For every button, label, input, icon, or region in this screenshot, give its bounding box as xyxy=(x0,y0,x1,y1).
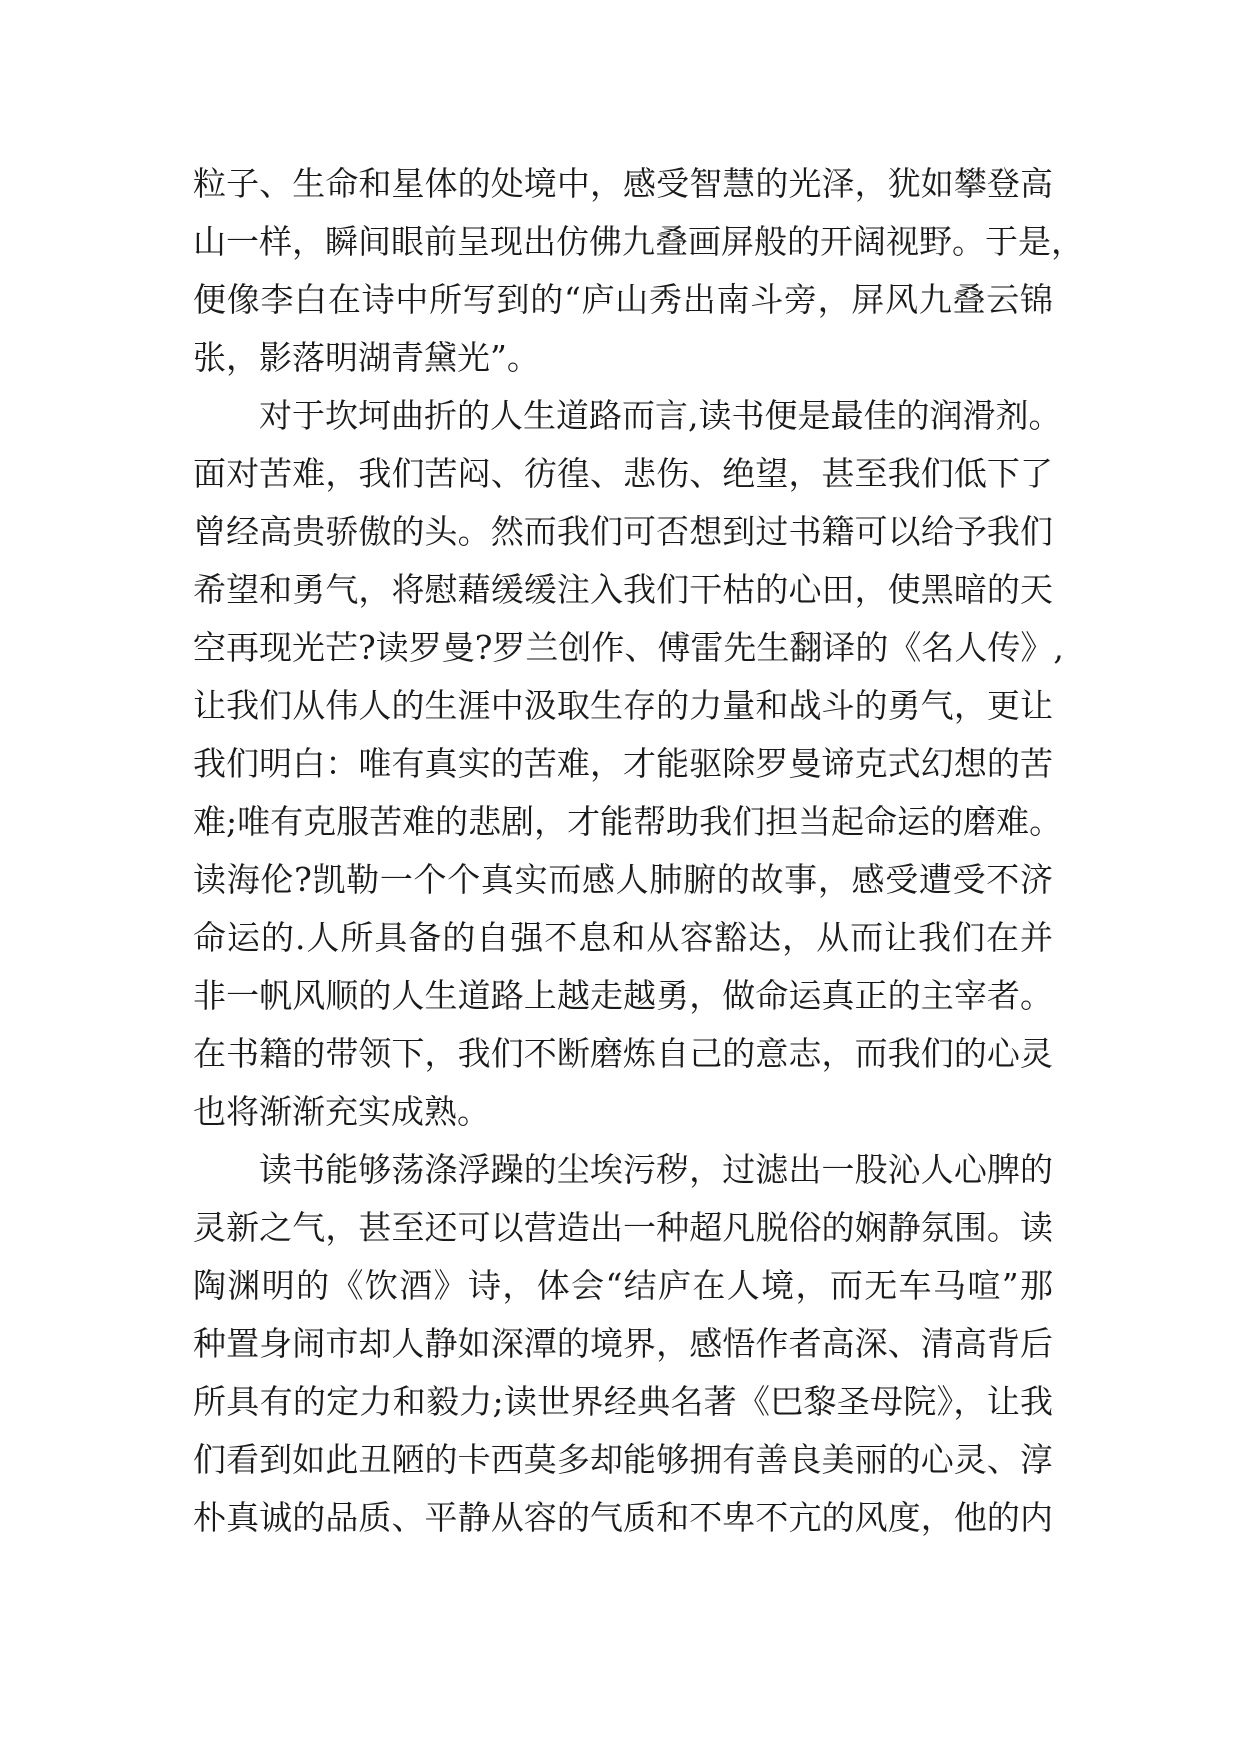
text-line: 曾经高贵骄傲的头。然而我们可否想到过书籍可以给予我们 xyxy=(193,512,1053,551)
paragraph-1 xyxy=(193,155,1084,387)
text-line: 便像李白在诗中所写到的“庐山秀出南斗旁，屏风九叠云锦 xyxy=(193,280,1053,319)
text-line: 陶渊明的《饮酒》诗，体会“结庐在人境，而无车马喧”那 xyxy=(193,1266,1053,1305)
paragraph-3 xyxy=(193,1141,1053,1547)
text-line: 我们明白：唯有真实的苦难，才能驱除罗曼谛克式幻想的苦 xyxy=(193,744,1053,783)
text-line: 粒子、生命和星体的处境中，感受智慧的光泽，犹如攀登高 xyxy=(193,164,1053,203)
text-line: 朴真诚的品质、平静从容的气质和不卑不亢的风度，他的内 xyxy=(193,1498,1053,1537)
text-line: 让我们从伟人的生涯中汲取生存的力量和战斗的勇气，更让 xyxy=(193,686,1053,725)
text-line: 对于坎坷曲折的人生道路而言,读书便是最佳的润滑剂。 xyxy=(259,396,1062,435)
text-line: 非一帆风顺的人生道路上越走越勇，做命运真正的主宰者。 xyxy=(193,976,1053,1015)
text-line: 山一样，瞬间眼前呈现出仿佛九叠画屏般的开阔视野。于是， xyxy=(193,222,1084,261)
text-line: 灵新之气，甚至还可以营造出一种超凡脱俗的娴静氛围。读 xyxy=(193,1208,1053,1247)
text-line: 们看到如此丑陋的卡西莫多却能够拥有善良美丽的心灵、淳 xyxy=(193,1440,1053,1479)
paragraph-2 xyxy=(193,387,1064,1141)
text-line: 读书能够荡涤浮躁的尘埃污秽，过滤出一股沁人心脾的 xyxy=(259,1150,1053,1189)
text-line: 面对苦难，我们苦闷、彷徨、悲伤、绝望，甚至我们低下了 xyxy=(193,454,1053,493)
document-body xyxy=(193,155,1084,1547)
text-line: 读海伦?凯勒一个个真实而感人肺腑的故事，感受遭受不济 xyxy=(193,860,1053,899)
text-line: 难;唯有克服苦难的悲剧，才能帮助我们担当起命运的磨难。 xyxy=(193,802,1063,841)
text-line: 在书籍的带领下，我们不断磨炼自己的意志，而我们的心灵 xyxy=(193,1034,1053,1073)
text-line: 希望和勇气，将慰藉缓缓注入我们干枯的心田，使黑暗的天 xyxy=(193,570,1053,609)
text-line: 命运的.人所具备的自强不息和从容豁达，从而让我们在并 xyxy=(193,918,1053,957)
text-line: 张，影落明湖青黛光”。 xyxy=(193,338,540,377)
text-line: 也将渐渐充实成熟。 xyxy=(193,1092,490,1131)
text-line: 所具有的定力和毅力;读世界经典名著《巴黎圣母院》，让我 xyxy=(193,1382,1053,1421)
text-line: 空再现光芒?读罗曼?罗兰创作、傅雷先生翻译的《名人传》, xyxy=(193,628,1064,667)
text-line: 种置身闹市却人静如深潭的境界，感悟作者高深、清高背后 xyxy=(193,1324,1053,1363)
